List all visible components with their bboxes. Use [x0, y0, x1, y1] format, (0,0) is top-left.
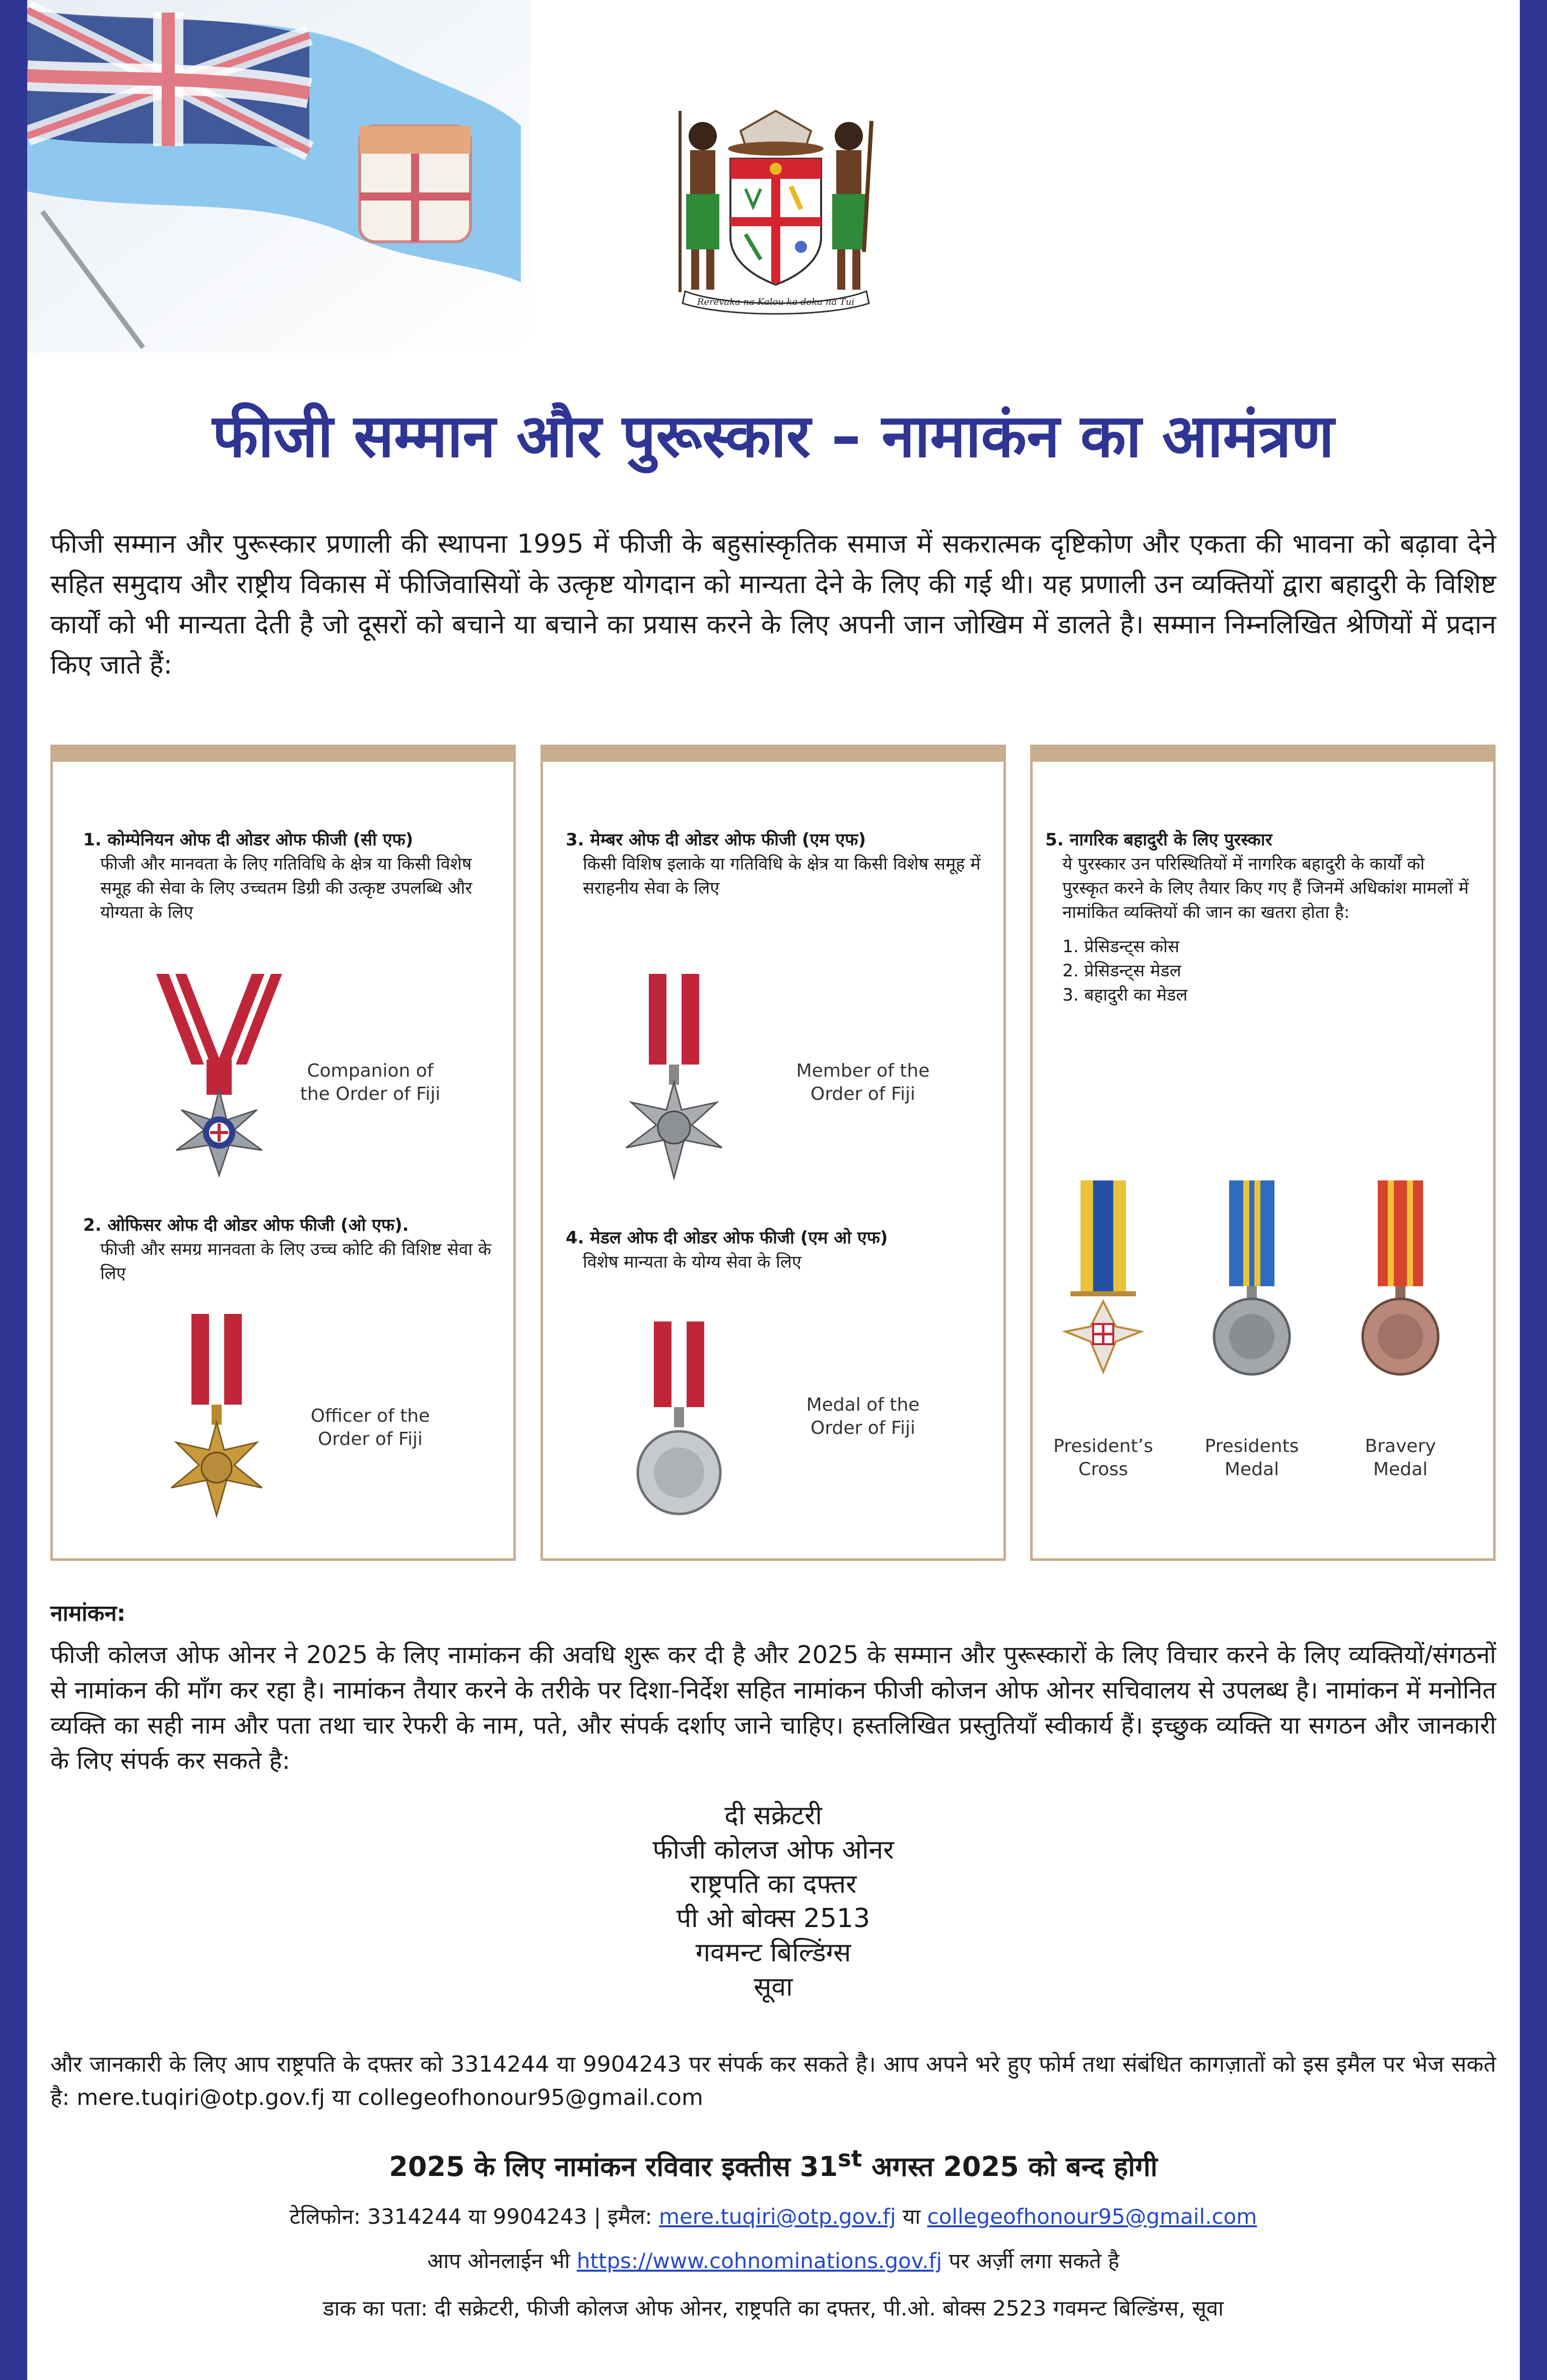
address-line: गवमन्ट बिल्डिंग्स: [695, 1938, 851, 1968]
nomination-heading: नामांकन:: [50, 1601, 126, 1626]
page-title: फीजी सम्मान और पुरूस्कार – नामाकंन का आमंत्रण: [212, 401, 1334, 471]
panel-order-member-medal: [541, 745, 1006, 1561]
panel-header-bar: [541, 745, 1006, 762]
presidents-medal-image: [1209, 1180, 1295, 1392]
bravery-medal-caption: Bravery Medal: [1365, 1436, 1436, 1480]
award-item-5: [1045, 828, 1489, 1007]
address-line: राष्ट्रपति का दफ्तर: [690, 1869, 857, 1899]
award-4-heading: 4. मेडल ओफ दी ओडर ओफ फीजी (एम ओ एफ): [566, 1228, 888, 1248]
order-medal-image: [634, 1321, 724, 1533]
address-line: पी ओ बोक्स 2513: [676, 1903, 870, 1934]
award-3-heading: 3. मेम्बर ओफ दी ओडर ओफ फीजी (एम एफ): [566, 830, 866, 850]
left-frame-border: [0, 0, 27, 2380]
fiji-flag-image: [27, 0, 531, 353]
presidents-medal-caption: Presidents Medal: [1204, 1436, 1299, 1480]
address-line: दी सक्रेटरी: [724, 1801, 822, 1831]
more-info-paragraph: और जानकारी के लिए आप राष्ट्रपति के दफ्तर को 3314244 या 9904243 पर संपर्क कर सकते है। आप अपने भरे हुए फोर्म तथा संबंधित कागज़ातों को इस इमैल पर भेज सकते है: mere.tuqiri@otp.gov.fj या collegeofhonour95@gmail.com: [50, 2052, 1496, 2110]
deadline-text-end: अगस्त 2025 को बन्द होगी: [862, 2151, 1158, 2183]
address-line: सूवा: [754, 1972, 793, 2002]
contact-line: [50, 2202, 1496, 2230]
panel-header-bar: [1030, 745, 1496, 762]
contact-phone-text: टेलिफोन: 3314244 या 9904243 | इमैल:: [289, 2204, 659, 2229]
postal-address-line: डाक का पता: दी सक्रेटरी, फीजी कोलज ओफ ओनर, राष्ट्रपति का दफ्तर, पी.ओ. बोक्स 2523 गवमन्ट बिल्डिंग्स, सूवा: [323, 2296, 1224, 2321]
email-link-college[interactable]: collegeofhonour95@gmail.com: [927, 2204, 1257, 2229]
award-item-4: [566, 1226, 989, 1274]
nomination-paragraph: फीजी कोलज ओफ ओनर ने 2025 के लिए नामांकन की अवधि शुरू कर दी है और 2025 के सम्मान और पुरूस्कारों के लिए विचार करने के लिए व्यक्तियों/संगठनों से नामांकन की माँग कर रहा है। नामांकन तैयार करने के तरीके पर दिशा-निर्देश सहित नामांकन फीजी कोजन ओफ ओनर सचिवालय से उपलब्ध है। नामांकन में मनोनित व्यक्ति का सही नाम और पता तथा चार रेफरी के नाम, पते, और संपर्क दर्शाए जाने चाहिए। हस्तलिखित प्रस्तुतियाँ स्वीकार्य हैं। इच्छुक व्यक्ति या सगठन और जानकारी के लिए संपर्क कर सकते है:: [50, 1641, 1496, 1775]
or-text: या: [896, 2204, 927, 2229]
fiji-coat-of-arms-image: [665, 101, 887, 317]
award-item-3: [566, 828, 989, 900]
award-item-1: [83, 828, 496, 924]
award-1-description: फीजी और मानवता के लिए गतिविधि के क्षेत्र या किसी विशेष समूह की सेवा के लिए उच्चतम डिग्री की उत्कृष्ट उपलब्धि और योग्यता के लिए: [100, 854, 473, 922]
online-prefix-text: आप ओनलाईन भी: [427, 2249, 577, 2273]
award-3-description: किसी विशिष इलाके या गतिविधि के क्षेत्र या किसी विशेष समूह में सराहनीय सेवा के लिए: [583, 854, 981, 898]
bravery-award-list-item: 3. बहादुरी का मेडल: [1062, 985, 1188, 1005]
companion-medal-caption: Companion of the Order of Fiji: [300, 1061, 441, 1104]
crest-motto: Rerevaka na Kalou ka doka na Tui: [697, 297, 855, 307]
bravery-award-list-item: 1. प्रेसिडन्ट्स कोस: [1062, 937, 1180, 957]
bravery-award-list-item: 2. प्रेसिडन्ट्स मेडल: [1062, 961, 1181, 981]
officer-medal-image: [161, 1314, 272, 1536]
order-medal-caption: Medal of the Order of Fiji: [806, 1395, 920, 1438]
member-medal-caption: Member of the Order of Fiji: [796, 1061, 930, 1104]
award-5-description: ये पुरस्कार उन परिस्थितियों में नागरिक बहादुरी के कार्यों को पुरस्कृत करने के लिए तैयार किए गए हैं जिनमें अधिकांश मामलों में नामांकित व्यक्तियों की जान का खतरा होता है:: [1062, 854, 1469, 922]
award-2-heading: 2. ओफिसर ओफ दी ओडर ओफ फीजी (ओ एफ).: [83, 1215, 409, 1235]
deadline-ordinal-suffix: st: [838, 2145, 862, 2172]
online-suffix-text: पर अर्ज़ी लगा सकते है: [942, 2249, 1119, 2273]
right-frame-border: [1520, 0, 1547, 2380]
panel-order-companion-officer: [50, 745, 516, 1561]
panel-header-bar: [50, 745, 516, 762]
member-medal-image: [609, 974, 739, 1196]
award-2-description: फीजी और समग्र मानवता के लिए उच्च कोटि की विशिष्ट सेवा के लिए: [100, 1239, 492, 1284]
officer-medal-caption: Officer of the Order of Fiji: [310, 1406, 430, 1449]
deadline-notice: [50, 2145, 1496, 2184]
award-1-heading: 1. कोम्पेनियन ओफ दी ओडर ओफ फीजी (सी एफ): [83, 830, 414, 850]
website-link[interactable]: https://www.cohnominations.gov.fj: [576, 2249, 943, 2273]
award-4-description: विशेष मान्यता के योग्य सेवा के लिए: [583, 1252, 801, 1272]
address-line: फीजी कोलज ओफ ओनर: [652, 1835, 894, 1865]
online-line: [50, 2246, 1496, 2275]
award-item-2: [83, 1213, 496, 1286]
postal-address-block: [453, 1799, 1093, 2004]
presidents-cross-image: [1060, 1180, 1146, 1392]
bravery-medal-image: [1358, 1180, 1443, 1392]
award-5-heading: 5. नागरिक बहादुरी के लिए पुरस्कार: [1045, 830, 1272, 850]
intro-paragraph: फीजी सम्मान और पुरूस्कार प्रणाली की स्थापना 1995 में फीजी के बहुसांस्कृतिक समाज में सकरात्मक दृष्टिकोण और एकता की भावना को बढ़ावा देने सहित समुदाय और राष्ट्रीय विकास में फीजिवासियों के उत्कृष्ट योगदान को मान्यता देने के लिए की गई थी। यह प्रणाली उन व्यक्तियों द्वारा बहादुरी के विशिष्ट कार्यों को भी मान्यता देती है जो दूसरों को बचाने या बचाने का प्रयास करने के लिए अपनी जान जोखिम में डालते है। सम्मान निम्नलिखित श्रेणियों में प्रदान किए जाते हैं:: [50, 529, 1496, 680]
companion-medal-image: [146, 974, 292, 1196]
deadline-text-start: 2025 के लिए नामांकन रविवार इक्तीस 31: [389, 2151, 838, 2183]
email-link-otp[interactable]: mere.tuqiri@otp.gov.fj: [659, 2204, 896, 2229]
panel-bravery-awards: [1030, 745, 1496, 1561]
presidents-cross-caption: President’s Cross: [1053, 1436, 1154, 1480]
